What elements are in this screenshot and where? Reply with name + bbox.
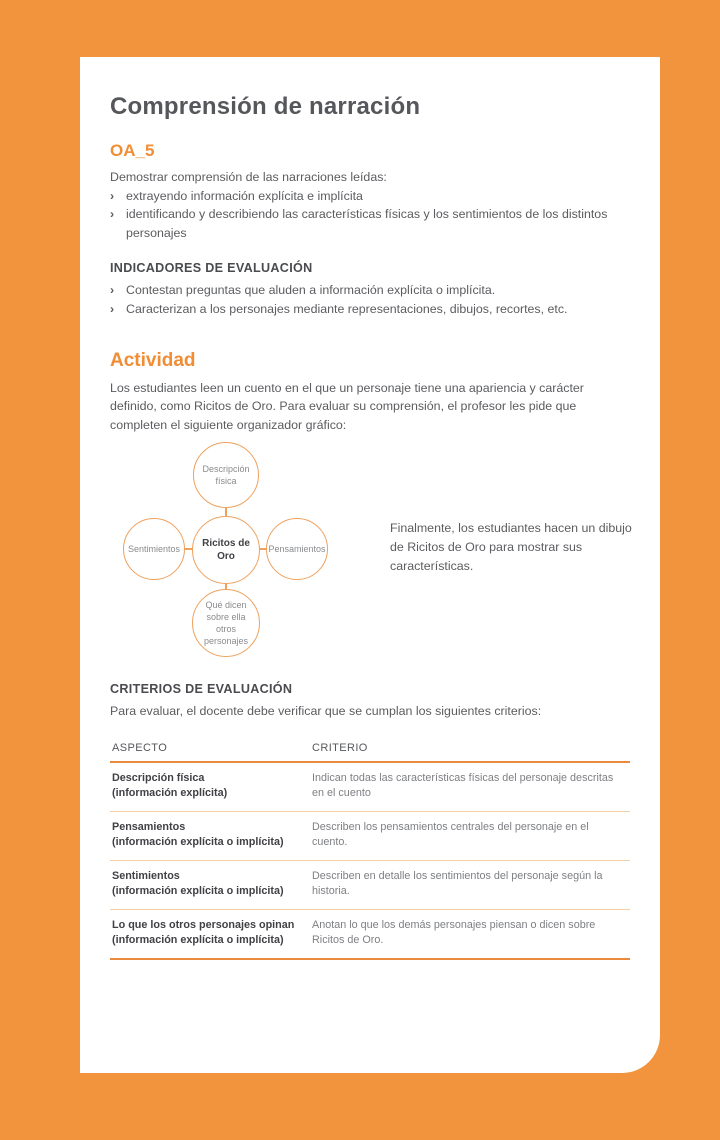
oa-heading: OA_5 <box>110 141 155 160</box>
bullet-marker: › <box>110 301 115 316</box>
aspect-detail: (información explícita) <box>112 787 228 800</box>
oa-bullet-2-text: identificando y describiendo las características físicas y los sentimientos de los distintos personajes <box>126 207 608 240</box>
aspect-name: Sentimientos <box>112 869 180 882</box>
table-header-row <box>110 738 630 762</box>
indicadores-heading: INDICADORES DE EVALUACIÓN <box>110 261 313 276</box>
indicadores-bullet-2 <box>110 300 630 319</box>
diagram-node-label: Descripción física <box>202 464 250 487</box>
actividad-paragraph: Los estudiantes leen un cuento en el que un personaje tiene una apariencia y carácter definido, como Ricitos de Oro. Para evaluar su comprensión, el profesor les pide que completen el siguiente organizador gráfico: <box>110 380 584 432</box>
diagram-node-label: Qué dicen sobre ella otros personajes <box>203 600 249 647</box>
criterio-cell: Indican todas las características físicas del personaje descritas en el cuento <box>310 762 630 812</box>
graphic-organizer-diagram <box>116 441 342 663</box>
diagram-node-label: Ricitos de Oro <box>202 538 250 563</box>
oa-bullet-2 <box>110 205 630 242</box>
aspect-cell <box>110 909 310 959</box>
diagram-node-que-dicen-otros <box>192 589 260 657</box>
criterio-cell: Describen en detalle los sentimientos del personaje según la historia. <box>310 860 630 909</box>
indicadores-bullet-1 <box>110 281 630 300</box>
actividad-heading: Actividad <box>110 349 196 371</box>
diagram-node-descripcion-fisica <box>193 442 259 508</box>
oa-intro: Demostrar comprensión de las narraciones leídas: <box>110 170 387 184</box>
diagram-node-ricitos-de-oro <box>192 516 260 584</box>
indicadores-bullet-2-text: Caracterizan a los personajes mediante representaciones, dibujos, recortes, etc. <box>126 301 568 316</box>
oa-bullet-1-text: extrayendo información explícita e implícita <box>126 188 363 203</box>
aspect-name: Pensamientos <box>112 820 186 833</box>
bullet-marker: › <box>110 207 115 222</box>
bullet-marker: › <box>110 283 115 298</box>
bullet-marker: › <box>110 188 115 203</box>
actividad-visual-row <box>110 441 630 663</box>
table-row <box>110 860 630 909</box>
page-title: Comprensión de narración <box>110 93 421 120</box>
indicadores-bullet-1-text: Contestan preguntas que aluden a información explícita o implícita. <box>126 283 496 298</box>
aspect-name: Lo que los otros personajes opinan <box>112 918 295 931</box>
criterios-intro: Para evaluar, el docente debe verificar que se cumplan los siguientes criterios: <box>110 704 542 719</box>
criterio-cell: Describen los pensamientos centrales del personaje en el cuento. <box>310 811 630 860</box>
aspect-cell <box>110 860 310 909</box>
diagram-node-label: Pensamientos <box>268 544 326 555</box>
table-row <box>110 909 630 959</box>
diagram-node-label: Sentimientos <box>127 544 181 555</box>
actividad-side-note: Finalmente, los estudiantes hacen un dibujo de Ricitos de Oro para mostrar sus características. <box>390 521 632 573</box>
document-card <box>80 57 660 1073</box>
criterios-heading: CRITERIOS DE EVALUACIÓN <box>110 682 293 697</box>
table-row <box>110 762 630 812</box>
aspect-detail: (información explícita o implícita) <box>112 934 284 947</box>
aspect-cell <box>110 762 310 812</box>
criteria-table <box>110 738 630 960</box>
column-header-criterio: CRITERIO <box>310 738 630 762</box>
column-header-aspecto: ASPECTO <box>110 738 310 762</box>
aspect-detail: (información explícita o implícita) <box>112 836 284 849</box>
diagram-node-pensamientos <box>266 518 328 580</box>
oa-bullet-1 <box>110 187 630 206</box>
table-row <box>110 811 630 860</box>
diagram-node-sentimientos <box>123 518 185 580</box>
criterio-cell: Anotan lo que los demás personajes piensan o dicen sobre Ricitos de Oro. <box>310 909 630 959</box>
aspect-cell <box>110 811 310 860</box>
aspect-detail: (información explícita o implícita) <box>112 885 284 898</box>
aspect-name: Descripción física <box>112 771 205 784</box>
